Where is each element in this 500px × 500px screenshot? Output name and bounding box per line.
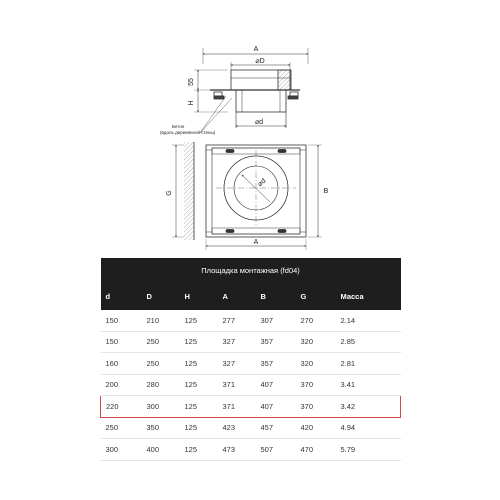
table-cell: 200 — [101, 374, 142, 396]
table-cell: 473 — [218, 439, 256, 461]
g-label: G — [166, 190, 173, 196]
b-label: B — [323, 188, 329, 195]
table-cell: 4.94 — [336, 417, 401, 439]
table-title-row — [101, 258, 401, 282]
top-d-label: ⌀D — [255, 58, 265, 65]
column-header: H — [180, 282, 218, 310]
column-header: A — [218, 282, 256, 310]
table-cell: 327 — [218, 353, 256, 375]
table-cell: 357 — [256, 331, 296, 353]
table-cell: 357 — [256, 353, 296, 375]
table-cell: 250 — [101, 417, 142, 439]
table-cell: 250 — [142, 353, 180, 375]
table-cell: 125 — [180, 374, 218, 396]
note-line-2: (вдоль деревянной стены) — [160, 130, 216, 135]
table-cell: 507 — [256, 439, 296, 461]
table-cell: 371 — [218, 374, 256, 396]
table-cell: 2.81 — [336, 353, 401, 375]
bottom-a-label: A — [253, 239, 259, 246]
column-header: B — [256, 282, 296, 310]
center-d-label: ⌀d — [256, 177, 268, 189]
table-cell: 300 — [142, 396, 180, 418]
spec-table — [100, 258, 401, 461]
table-header-row — [101, 282, 401, 310]
table-cell: 407 — [256, 396, 296, 418]
table-cell: 407 — [256, 374, 296, 396]
top-small-d-label: ⌀d — [254, 119, 264, 126]
table-cell: 371 — [218, 396, 256, 418]
table-cell: 3.42 — [336, 396, 401, 418]
table-cell: 2.14 — [336, 310, 401, 331]
table-cell: 320 — [296, 353, 336, 375]
table-cell: 210 — [142, 310, 180, 331]
column-header: G — [296, 282, 336, 310]
table-row — [101, 417, 401, 439]
table-row — [101, 374, 401, 396]
table-cell: 3.41 — [336, 374, 401, 396]
table-cell: 125 — [180, 439, 218, 461]
note-line-1: Бетон — [172, 124, 185, 129]
table-cell: 350 — [142, 417, 180, 439]
table-cell: 280 — [142, 374, 180, 396]
table-row — [101, 310, 401, 331]
table-cell: 125 — [180, 417, 218, 439]
side-section-view — [194, 48, 308, 133]
table-cell: 420 — [296, 417, 336, 439]
table-cell: 320 — [296, 331, 336, 353]
table-row — [101, 439, 401, 461]
table-cell: 220 — [101, 396, 142, 418]
table-cell: 470 — [296, 439, 336, 461]
table-cell: 277 — [218, 310, 256, 331]
table-cell: 5.79 — [336, 439, 401, 461]
table-row — [101, 353, 401, 375]
top-h-label: H — [188, 100, 195, 106]
table-title: Площадка монтажная (fd04) — [101, 258, 401, 282]
column-header: Масса — [336, 282, 401, 310]
table-cell: 125 — [180, 353, 218, 375]
top-a-label: A — [253, 46, 259, 53]
top-55-label: 55 — [188, 78, 195, 86]
table-cell: 270 — [296, 310, 336, 331]
table-cell: 327 — [218, 331, 256, 353]
table-row — [101, 396, 401, 418]
table-cell: 150 — [101, 310, 142, 331]
column-header: D — [142, 282, 180, 310]
table-row — [101, 331, 401, 353]
table-cell: 160 — [101, 353, 142, 375]
table-cell: 125 — [180, 331, 218, 353]
table-cell: 423 — [218, 417, 256, 439]
table-cell: 150 — [101, 331, 142, 353]
table-cell: 307 — [256, 310, 296, 331]
table-cell: 125 — [180, 396, 218, 418]
table-cell: 370 — [296, 396, 336, 418]
table-cell: 125 — [180, 310, 218, 331]
column-header: d — [101, 282, 142, 310]
table-cell: 250 — [142, 331, 180, 353]
table-cell: 370 — [296, 374, 336, 396]
table-body — [101, 310, 401, 460]
table-cell: 2.85 — [336, 331, 401, 353]
table-cell: 457 — [256, 417, 296, 439]
table-cell: 300 — [101, 439, 142, 461]
table-cell: 400 — [142, 439, 180, 461]
plan-view — [172, 142, 322, 250]
